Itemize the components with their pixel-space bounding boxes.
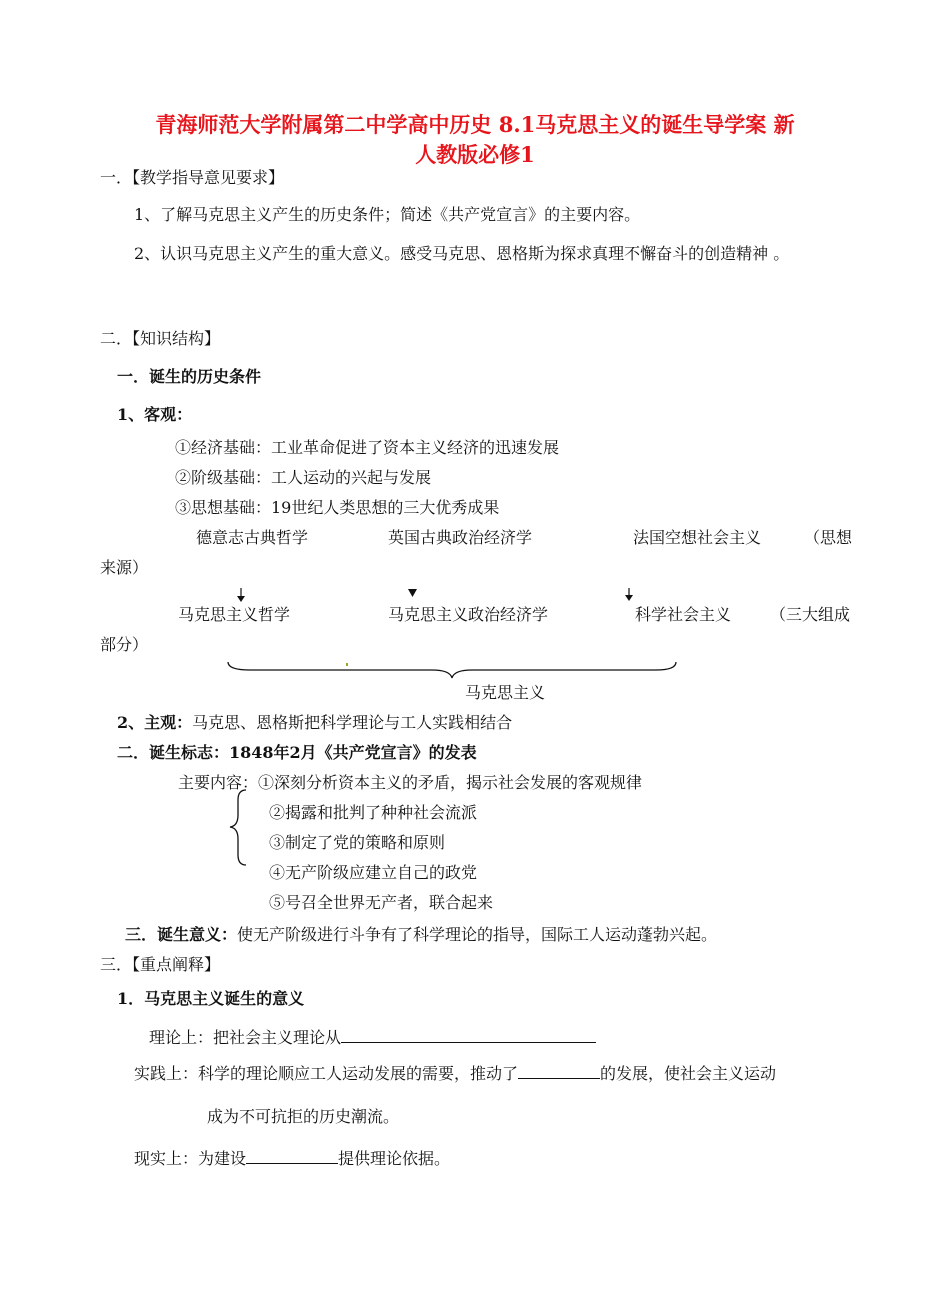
- component-economics: 马克思主义政治经济学: [388, 605, 549, 624]
- source-german-philosophy: 德意志古典哲学: [196, 528, 309, 547]
- components-note: （三大组成: [770, 605, 851, 624]
- section3-heading: 三．【重点阐释】: [100, 955, 221, 974]
- subjective-text: 马克思、恩格斯把科学理论与工人实践相结合: [192, 713, 513, 732]
- content-item-5: ⑤号召全世界无产者，联合起来: [269, 893, 494, 912]
- content-item-2: ②揭露和批判了种种社会流派: [269, 803, 478, 822]
- component-scientific-socialism: 科学社会主义: [635, 605, 732, 624]
- arrow-down-icon: [237, 588, 245, 602]
- objective-label: 1、客观：: [117, 405, 193, 424]
- component-philosophy: 马克思主义哲学: [178, 605, 291, 624]
- document-title-line1: 青海师范大学附属第二中学高中历史 8.1马克思主义的诞生导学案 新: [155, 112, 795, 137]
- theory-line: [149, 1028, 596, 1047]
- part1-heading: 一．诞生的历史条件: [117, 367, 262, 386]
- document-title-line2: 人教版必修1: [415, 142, 535, 167]
- condition-class: ②阶级基础：工人运动的兴起与发展: [175, 468, 432, 487]
- arrow-down-icon: [408, 589, 417, 597]
- section3-subheading: 1．马克思主义诞生的意义: [117, 989, 305, 1008]
- section1-item-1: 1、了解马克思主义产生的历史条件；简述《共产党宣言》的主要内容。: [134, 205, 641, 224]
- condition-economic: ①经济基础：工业革命促进了资本主义经济的迅速发展: [175, 438, 560, 457]
- section1-item-2: 2、认识马克思主义产生的重大意义。感受马克思、恩格斯为探求真理不懈奋斗的创造精神 。: [134, 244, 790, 263]
- vertical-brace: [230, 790, 246, 865]
- part3-significance: [125, 925, 717, 944]
- brace-label-marxism: 马克思主义: [465, 683, 546, 702]
- sources-note-cont: 来源）: [100, 558, 149, 577]
- stray-dot: [346, 663, 348, 666]
- condition-ideology: ③思想基础：19世纪人类思想的三大优秀成果: [175, 498, 500, 517]
- arrow-down-icon: [625, 588, 633, 601]
- practice-prefix: 实践上：科学的理论顺应工人运动发展的需要，推动了: [134, 1064, 519, 1083]
- content-item-1: ①深刻分析资本主义的矛盾，揭示社会发展的客观规律: [258, 773, 643, 792]
- practice-suffix: 的发展，使社会主义运动: [600, 1064, 777, 1083]
- source-french-socialism: 法国空想社会主义: [633, 528, 762, 547]
- section1-heading: 一．【教学指导意见要求】: [100, 168, 285, 187]
- sources-note: （思想: [804, 528, 853, 547]
- theory-prefix: 理论上：把社会主义理论从: [149, 1028, 342, 1047]
- section2-heading: 二．【知识结构】: [100, 329, 221, 348]
- reality-suffix: 提供理论依据。: [338, 1149, 451, 1168]
- practice-blank[interactable]: [518, 1077, 600, 1079]
- reality-prefix: 现实上：为建设: [134, 1149, 247, 1168]
- components-note-cont: 部分）: [100, 635, 149, 654]
- part2-heading: 二．诞生标志：1848年2月《共产党宣言》的发表: [117, 743, 477, 762]
- content-item-4: ④无产阶级应建立自己的政党: [269, 863, 478, 882]
- subjective-condition: 2、主观：马克思、恩格斯把科学理论与工人实践相结合: [117, 713, 513, 732]
- part3-heading: 三．诞生意义：: [125, 925, 238, 944]
- practice-line: [134, 1064, 776, 1083]
- practice-line-2: 成为不可抗拒的历史潮流。: [207, 1107, 400, 1126]
- content-item-3: ③制定了党的策略和原则: [269, 833, 446, 852]
- part3-text: 使无产阶级进行斗争有了科学理论的指导，国际工人运动蓬勃兴起。: [237, 925, 718, 944]
- reality-line: [134, 1149, 450, 1168]
- source-english-economics: 英国古典政治经济学: [388, 528, 533, 547]
- reality-blank[interactable]: [246, 1162, 338, 1164]
- horizontal-brace: [228, 662, 676, 678]
- content-label: 主要内容：: [178, 773, 259, 792]
- theory-blank[interactable]: [341, 1041, 596, 1043]
